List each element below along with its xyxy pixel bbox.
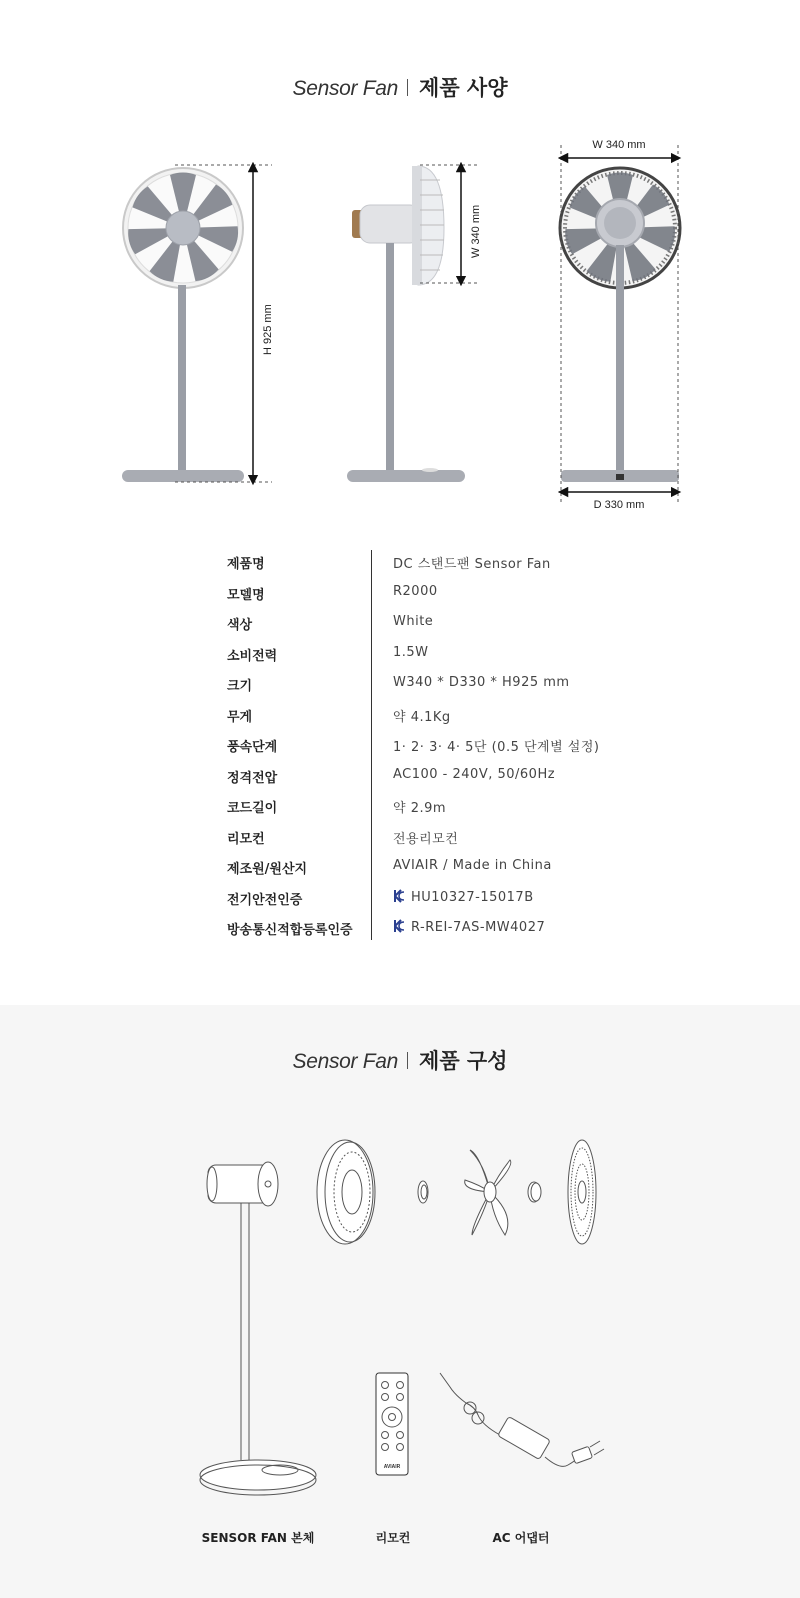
- spec-row-voltage: [227, 767, 647, 798]
- spec-heading: 제품 사양: [419, 76, 508, 100]
- spec-key: 소비전력: [227, 648, 278, 664]
- spec-key: 코드길이: [227, 801, 278, 816]
- label-fan-body: SENSOR FAN 본체: [201, 1531, 315, 1545]
- spec-key: 풍속단계: [227, 740, 278, 755]
- spec-table: [227, 553, 647, 950]
- spec-value-with-mark: [393, 889, 534, 905]
- kc-certification-icon: [393, 919, 405, 933]
- fan-body-drawing: [200, 1162, 316, 1495]
- spec-row-manufacturer: [227, 858, 647, 889]
- spec-key: 전기안전인증: [227, 892, 303, 908]
- spec-value: HU10327-15017B: [411, 889, 534, 905]
- spec-key: 무게: [227, 709, 253, 725]
- remote-drawing: [376, 1373, 408, 1475]
- fan-back-view: [560, 168, 680, 482]
- label-ac-adapter: AC 어댑터: [492, 1531, 550, 1545]
- rear-grill-drawing: [568, 1140, 596, 1244]
- components-section-title: [0, 1045, 800, 1075]
- spec-key: 방송통신적합등록인증: [227, 923, 353, 938]
- spec-value: 1· 2· 3· 4· 5단 (0.5 단계별 설정): [393, 740, 600, 755]
- spec-value: 1.5W: [393, 644, 429, 660]
- spec-row-power: [227, 645, 647, 676]
- spec-key: 크기: [227, 679, 253, 694]
- spec-value: R-REI-7AS-MW4027: [411, 920, 546, 935]
- components-line-drawing: [0, 1135, 800, 1545]
- components-heading: 제품 구성: [419, 1049, 508, 1073]
- brand-name: Sensor Fan: [292, 77, 399, 100]
- spec-row-model: [227, 584, 647, 615]
- spec-row-color: [227, 614, 647, 645]
- spec-key: 정격전압: [227, 770, 278, 786]
- brand-name: Sensor Fan: [292, 1050, 399, 1073]
- front-grill-drawing: [317, 1140, 375, 1244]
- spec-row-product-name: [227, 553, 647, 584]
- spec-value: 약 2.9m: [393, 801, 447, 816]
- fan-front-view: [122, 168, 244, 482]
- back-width-dimension-label: W 340 mm: [592, 139, 646, 151]
- spec-value: W340 * D330 * H925 mm: [393, 675, 570, 690]
- ac-adapter-drawing: [440, 1373, 604, 1466]
- spec-value-with-mark: [393, 919, 545, 935]
- title-separator: [407, 1052, 408, 1069]
- spec-key: 리모컨: [227, 831, 265, 847]
- spec-value: 약 4.1Kg: [393, 709, 451, 725]
- height-dimension-label: H 925 mm: [262, 304, 274, 355]
- depth-dimension-label: D 330 mm: [593, 499, 645, 511]
- spec-value: R2000: [393, 583, 438, 599]
- spec-value: AVIAIR / Made in China: [393, 858, 552, 873]
- spec-key: 모델명: [227, 587, 265, 603]
- spec-row-wind-speed: [227, 736, 647, 767]
- spec-key: 색상: [227, 618, 253, 633]
- spec-value: 전용리모컨: [393, 831, 459, 847]
- label-remote: 리모컨: [375, 1531, 411, 1545]
- fan-blade-drawing: [465, 1150, 511, 1235]
- spec-key: 제품명: [227, 557, 265, 572]
- spec-row-weight: [227, 706, 647, 737]
- spec-value: White: [393, 614, 434, 629]
- blade-cap-drawing: [528, 1182, 541, 1202]
- side-width-dimension-label: W 340 mm: [470, 204, 482, 258]
- fan-dimension-diagram: [0, 130, 800, 530]
- spec-section-title: [0, 72, 800, 102]
- spec-row-cord-length: [227, 797, 647, 828]
- spec-row-remote: [227, 828, 647, 859]
- remote-brand-text: AVIAIR: [383, 1464, 401, 1470]
- fan-side-view: [347, 166, 465, 482]
- hub-nut-drawing: [418, 1181, 428, 1203]
- components-section: [0, 1005, 800, 1598]
- spec-row-electrical-safety: [227, 889, 647, 920]
- kc-certification-icon: [393, 889, 405, 903]
- title-separator: [407, 79, 408, 96]
- spec-row-broadcast-cert: [227, 919, 647, 950]
- spec-row-size: [227, 675, 647, 706]
- spec-key: 제조원/원산지: [227, 862, 308, 877]
- spec-value: AC100 - 240V, 50/60Hz: [393, 766, 556, 782]
- spec-value: DC 스탠드팬 Sensor Fan: [393, 557, 551, 572]
